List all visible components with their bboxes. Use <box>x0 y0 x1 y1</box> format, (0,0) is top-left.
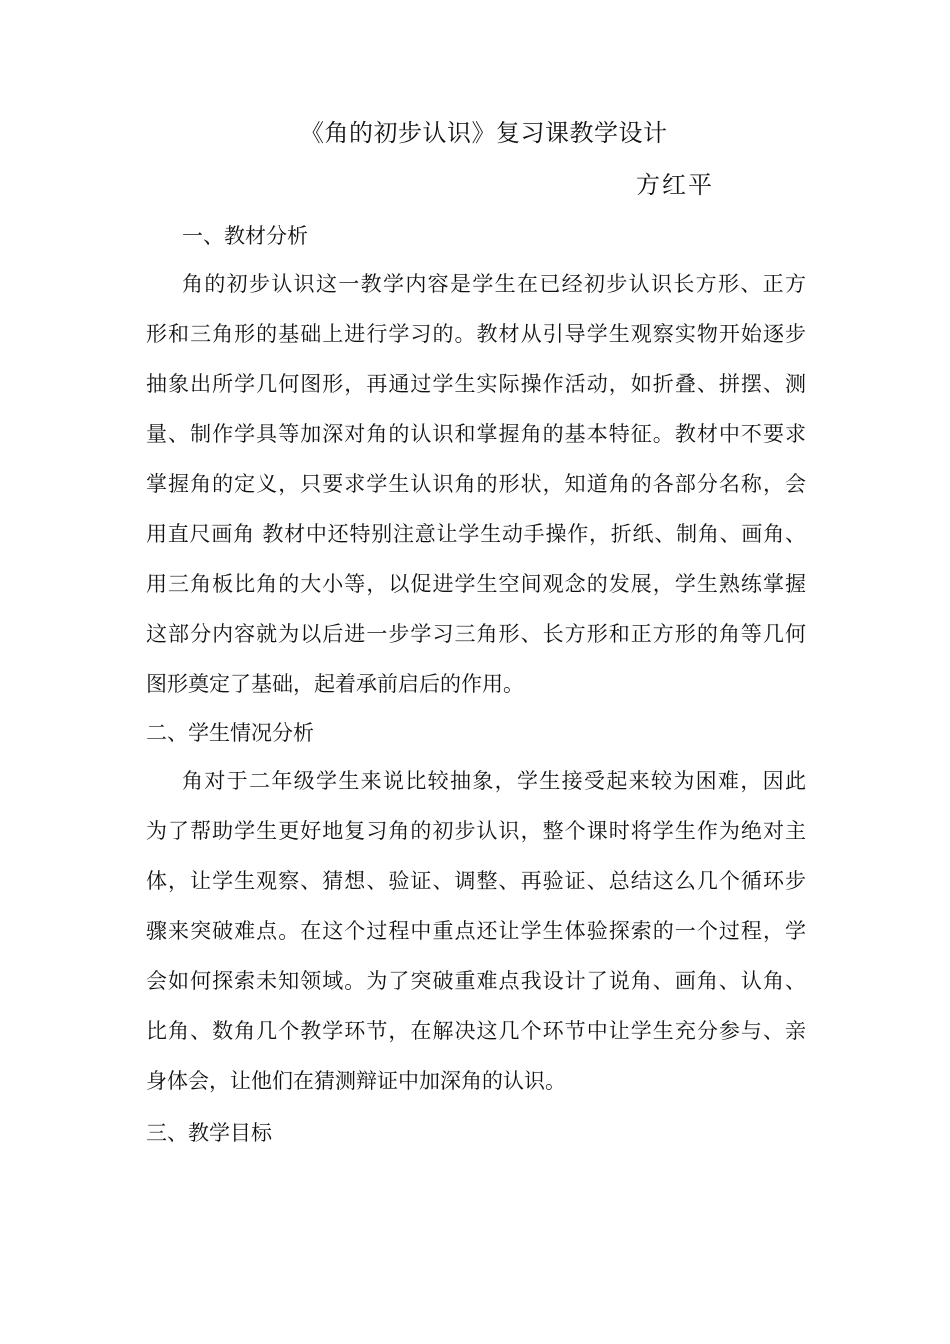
paragraph-line: 掌握角的定义，只要求学生认识角的形状，知道角的各部分名称，会 <box>146 472 806 496</box>
paragraph-line: 身体会，让他们在猜测辩证中加深角的认识。 <box>146 1069 566 1093</box>
paragraph-line: 用三角板比角的大小等，以促进学生空间观念的发展，学生熟练掌握 <box>146 572 806 596</box>
section-paragraph-1 <box>146 269 806 719</box>
section-paragraph-2 <box>146 766 806 1116</box>
paragraph-line: 体，让学生观察、猜想、验证、调整、再验证、总结这么几个循环步 <box>146 869 806 893</box>
section-heading-2: 二、学生情况分析 <box>146 721 314 745</box>
section-heading-1: 一、教材分析 <box>182 224 308 248</box>
paragraph-line: 量、制作学具等加深对角的认识和掌握角的基本特征。教材中不要求 <box>146 422 806 446</box>
paragraph-line: 图形奠定了基础，起着承前启后的作用。 <box>146 672 524 696</box>
section-heading-3: 三、教学目标 <box>146 1121 272 1145</box>
paragraph-line: 会如何探索未知领域。为了突破重难点我设计了说角、画角、认角、 <box>146 969 806 993</box>
paragraph-line: 比角、数角几个教学环节，在解决这几个环节中让学生充分参与、亲 <box>146 1019 806 1043</box>
document-title: 《角的初步认识》复习课教学设计 <box>300 119 668 147</box>
paragraph-line: 角的初步认识这一教学内容是学生在已经初步认识长方形、正方 <box>182 272 806 296</box>
paragraph-line: 这部分内容就为以后进一步学习三角形、长方形和正方形的角等几何 <box>146 622 806 646</box>
paragraph-line: 用直尺画角 教材中还特别注意让学生动手操作，折纸、制角、画角、 <box>146 522 806 546</box>
paragraph-line: 抽象出所学几何图形，再通过学生实际操作活动，如折叠、拼摆、测 <box>146 372 806 396</box>
paragraph-line: 为了帮助学生更好地复习角的初步认识，整个课时将学生作为绝对主 <box>146 819 806 843</box>
paragraph-line: 骤来突破难点。在这个过程中重点还让学生体验探索的一个过程，学 <box>146 919 806 943</box>
paragraph-line: 形和三角形的基础上进行学习的。教材从引导学生观察实物开始逐步 <box>146 322 806 346</box>
document-author: 方红平 <box>636 171 714 199</box>
paragraph-line: 角对于二年级学生来说比较抽象，学生接受起来较为困难，因此 <box>182 769 806 793</box>
